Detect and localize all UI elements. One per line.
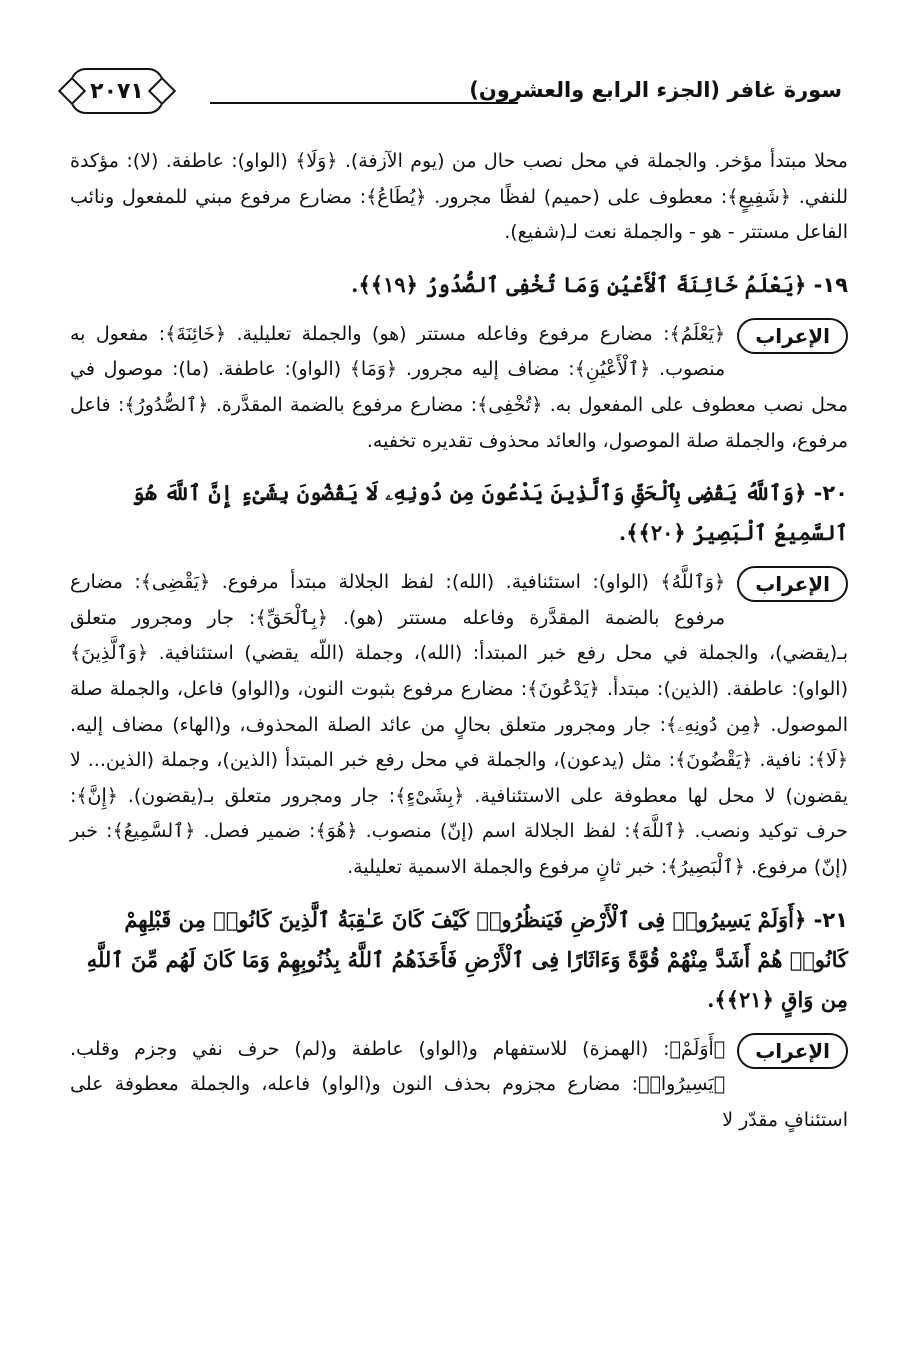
irab-label: الإعراب [737, 566, 848, 602]
irab-section-19 [70, 317, 848, 459]
paragraph-continued: محلا مبتدأ مؤخر. والجملة في محل نصب حال من (يوم الآزفة). ﴿وَلَا﴾ (الواو): عاطفة. (لا): مؤكدة للنفي. ﴿شَفِيعٍ﴾: معطوف على (حميم) لفظًا مجرور. ﴿يُطَاعُ﴾: مضارع مرفوع مبني للمفعول ونائب الفاعل مستتر - هو - والجملة نعت لـ(شفيع). [70, 150, 848, 244]
verse-number: ١٩- [813, 272, 848, 297]
page-body [70, 144, 848, 1152]
irab-label: الإعراب [737, 318, 848, 354]
header-rule [210, 102, 518, 104]
verse-number: ٢١- [813, 907, 848, 932]
irab-text: ﴿أَوَلَمْ﴾: (الهمزة) للاستفهام و(الواو) عاطفة و(لم) حرف نفي وجزم وقلب. ﴿يَسِيرُوا۟﴾: مضارع مجزوم بحذف النون و(الواو) فاعله، والجملة معطوفة على استئنافٍ مقدّر لا [70, 1037, 848, 1131]
verse-number: ٢٠- [813, 481, 848, 506]
verse-20 [70, 473, 848, 553]
page-number: ٢٠٧١ [70, 68, 164, 114]
irab-section-21 [70, 1032, 848, 1139]
irab-section-20 [70, 565, 848, 885]
running-title: سورة غافر (الجزء الرابع والعشرون) [469, 78, 842, 102]
verse-text: ﴿وَٱللَّهُ يَقْضِى بِٱلْحَقِّ وَٱلَّذِينَ يَدْعُونَ مِن دُونِهِۦ لَا يَقْضُونَ بِشَىْءٍ إِنَّ ٱللَّهَ هُوَ ٱلسَّمِيعُ ٱلْبَصِيرُ ﴿٢٠﴾﴾. [132, 480, 848, 546]
verse-text: ﴿أَوَلَمْ يَسِيرُوا۟ فِى ٱلْأَرْضِ فَيَنظُرُوا۟ كَيْفَ كَانَ عَـٰقِبَةُ ٱلَّذِينَ كَانُوا۟ مِن قَبْلِهِمْ كَانُوا۟ هُمْ أَشَدَّ مِنْهُمْ قُوَّةً وَءَاثَارًا فِى ٱلْأَرْضِ فَأَخَذَهُمُ ٱللَّهُ بِذُنُوبِهِمْ وَمَا كَانَ لَهُم مِّنَ ٱللَّهِ مِن وَاقٍ ﴿٢١﴾﴾. [86, 906, 848, 1012]
page-header [70, 64, 848, 120]
irab-label: الإعراب [737, 1033, 848, 1069]
irab-text: ﴿يَعْلَمُ﴾: مضارع مرفوع وفاعله مستتر (هو) والجملة تعليلية. ﴿خَائِنَةَ﴾: مفعول به منصوب. ﴿ٱلْأَعْيُنِ﴾: مضاف إليه مجرور. ﴿وَمَا﴾ (الواو): عاطفة. (ما): موصول في محل نصب معطوف على المفعول به. ﴿تُخْفِى﴾: مضارع مرفوع بالضمة المقدَّرة. ﴿ٱلصُّدُورُ﴾: فاعل مرفوع، والجملة صلة الموصول، والعائد محذوف تقديره تخفيه. [70, 322, 848, 452]
verse-21 [70, 900, 848, 1020]
verse-19 [70, 265, 848, 305]
irab-text: ﴿وَٱللَّهُ﴾ (الواو): استئنافية. (الله): لفظ الجلالة مبتدأ مرفوع. ﴿يَقْضِى﴾: مضارع مرفوع بالضمة المقدَّرة وفاعله مستتر (هو). ﴿بِٱلْحَقِّ﴾: جار ومجرور متعلق بـ(يقضي)، والجملة في محل رفع خبر المبتدأ: (الله)، وجملة (اللّه يقضي) استئنافية. ﴿وَٱلَّذِينَ﴾ (الواو): عاطفة. (الذين): مبتدأ. ﴿يَدْعُونَ﴾: مضارع مرفوع بثبوت النون، و(الواو) فاعل، والجملة صلة الموصول. ﴿مِن دُونِهِۦ﴾: جار ومجرور متعلق بحالٍ من عائد الصلة المحذوف، و(الهاء) مضاف إليه. ﴿لَا﴾: نافية. ﴿يَقْضُونَ﴾: مثل (يدعون)، والجملة في محل رفع خبر المبتدأ (الذين)، وجملة (الذين... لا يقضون) لا محل لها معطوفة على الاستئنافية. ﴿بِشَىْءٍ﴾: جار ومجرور متعلق بـ(يقضون). ﴿إِنَّ﴾: حرف توكيد ونصب. ﴿ٱللَّهَ﴾: لفظ الجلالة اسم (إنّ) منصوب. ﴿هُوَ﴾: ضمير فصل. ﴿ٱلسَّمِيعُ﴾: خبر (إنّ) مرفوع. ﴿ٱلْبَصِيرُ﴾: خبر ثانٍ مرفوع والجملة الاسمية تعليلية. [70, 571, 848, 878]
verse-text: ﴿يَعْلَمُ خَائِنَةَ ٱلْأَعْيُنِ وَمَا تُخْفِى ٱلصُّدُورُ ﴿١٩﴾﴾. [351, 271, 807, 297]
